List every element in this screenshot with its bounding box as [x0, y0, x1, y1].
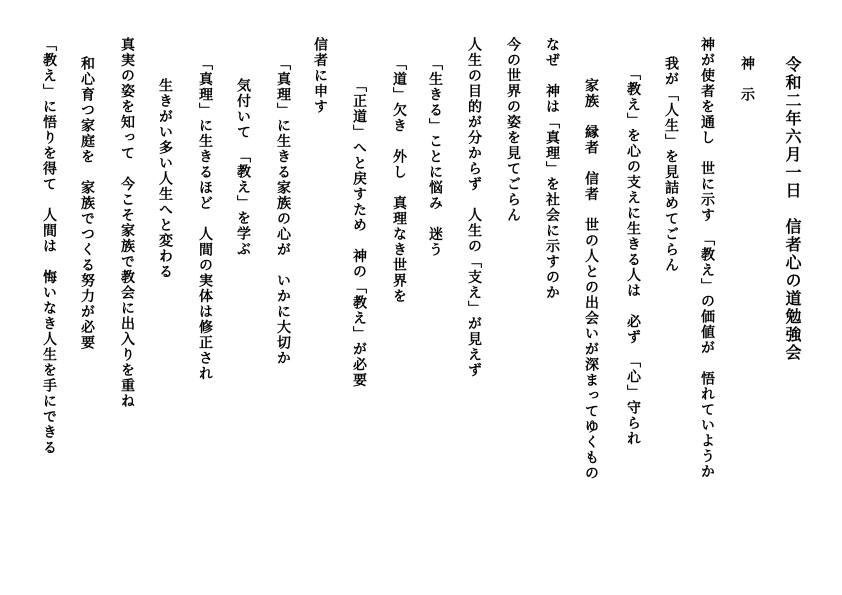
text-line: 家族 縁者 信者 世の人との出会いが深まってゆくもの — [583, 78, 599, 481]
text-line: 真実の姿を知って 今こそ家族で教会に出入りを重ね — [119, 37, 135, 409]
text-line: 「生きる」ことに悩み 迷う — [427, 56, 443, 258]
text-line: 「道」欠き 外し 真理なき世界を — [391, 56, 407, 304]
section-heading-shinji: 神 示 — [739, 56, 755, 103]
text-line: 我が「人生」を見詰めてごらん — [663, 56, 679, 273]
page-title: 令和二年六月一日 信者心の道勉強会 — [783, 56, 802, 362]
text-line: 「正道」へと戻すため 神の「教え」が必要 — [351, 78, 367, 388]
text-line: 神が使者を通し 世に示す 「教え」の価値が 悟れていようか — [699, 37, 715, 480]
text-line: 生きがい多い人生へと変わる — [157, 78, 173, 280]
text-line: 今の世界の姿を見てごらん — [505, 37, 521, 223]
text-line: 「真理」に生きるほど 人間の実体は修正され — [197, 56, 213, 382]
text-line: 「教え」に悟りを得て 人間は 悔いなき人生を手にできる — [41, 37, 57, 456]
text-line: 「教え」を心の支えに生きる人は 必ず 「心」守られ — [625, 66, 641, 447]
text-line: 気付いて 「教え」を学ぶ — [235, 78, 251, 257]
text-line: 和心育つ家庭を 家族でつくる努力が必要 — [79, 56, 95, 351]
section-heading-shinja: 信者に申す — [312, 37, 328, 115]
text-line: なぜ 神は「真理」を社会に示すのか — [544, 37, 560, 301]
text-line: 人生の目的が分からず 人生の「支え」が見えず — [466, 37, 482, 378]
text-line: 「真理」に生きる家族の心が いかに大切か — [275, 56, 291, 366]
